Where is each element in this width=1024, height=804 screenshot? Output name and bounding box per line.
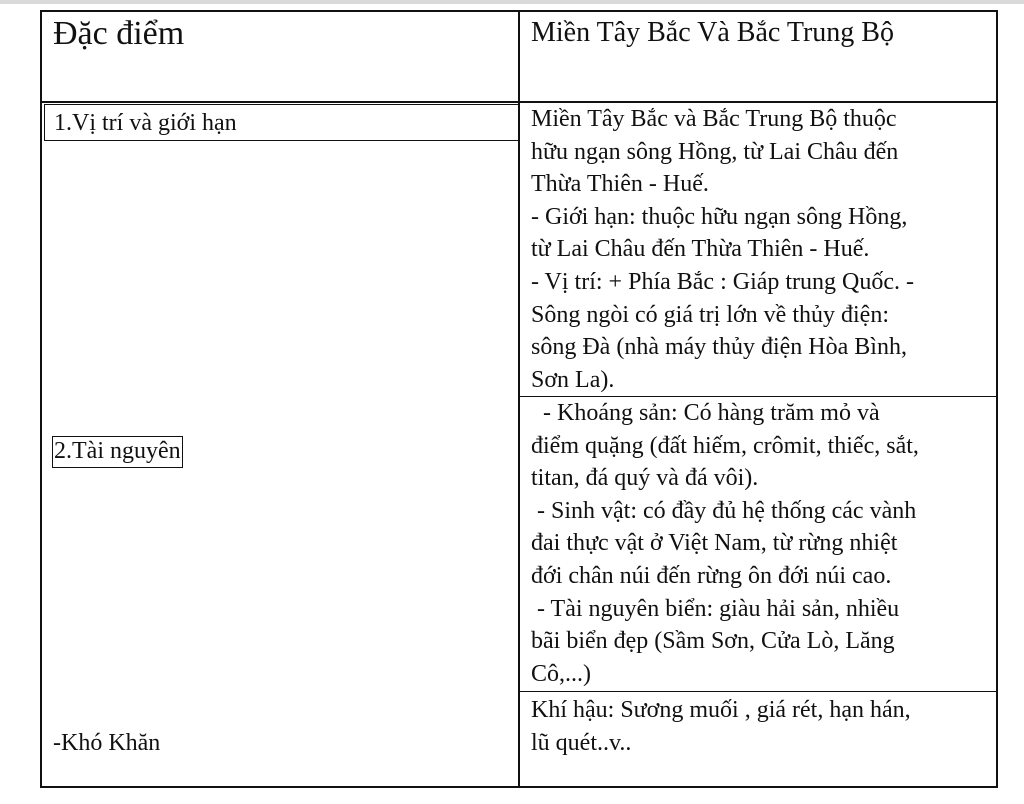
row-label-resources: 2.Tài nguyên (52, 436, 183, 468)
row-content-difficulties: Khí hậu: Sương muối , giá rét, hạn hán, lũ quét..v.. (531, 697, 911, 756)
header-region-cell: Miền Tây Bắc Và Bắc Trung Bộ (531, 17, 894, 48)
window-top-edge (0, 0, 1024, 4)
header-feature-cell: Đặc điểm (53, 15, 185, 52)
row-label-difficulties: -Khó Khăn (53, 730, 161, 756)
row-content-resources: - Khoáng sản: Có hàng trăm mỏ và điểm quặng (đất hiếm, crômit, thiếc, sắt, titan, đá quý và đá vôi). - Sinh vật: có đầy đủ hệ thống các vành đai thực vật ở Việt Nam, từ rừng nhiệt đới chân núi đến rừng ôn đới núi cao. - Tài nguyên biển: giàu hải sản, nhiều bãi biển đẹp (Sầm Sơn, Cửa Lò, Lăng Cô,...) (531, 400, 919, 687)
row-label-location: 1.Vị trí và giới hạn (44, 104, 520, 141)
row-content-location: Miền Tây Bắc và Bắc Trung Bộ thuộc hữu ngạn sông Hồng, từ Lai Châu đến Thừa Thiên - Huế. - Giới hạn: thuộc hữu ngạn sông Hồng, từ Lai Châu đến Thừa Thiên - Huế. - Vị trí: + Phía Bắc : Giáp trung Quốc. - Sông ngòi có giá trị lớn về thủy điện: sông Đà (nhà máy thủy điện Hòa Bình, Sơn La). (531, 106, 915, 393)
